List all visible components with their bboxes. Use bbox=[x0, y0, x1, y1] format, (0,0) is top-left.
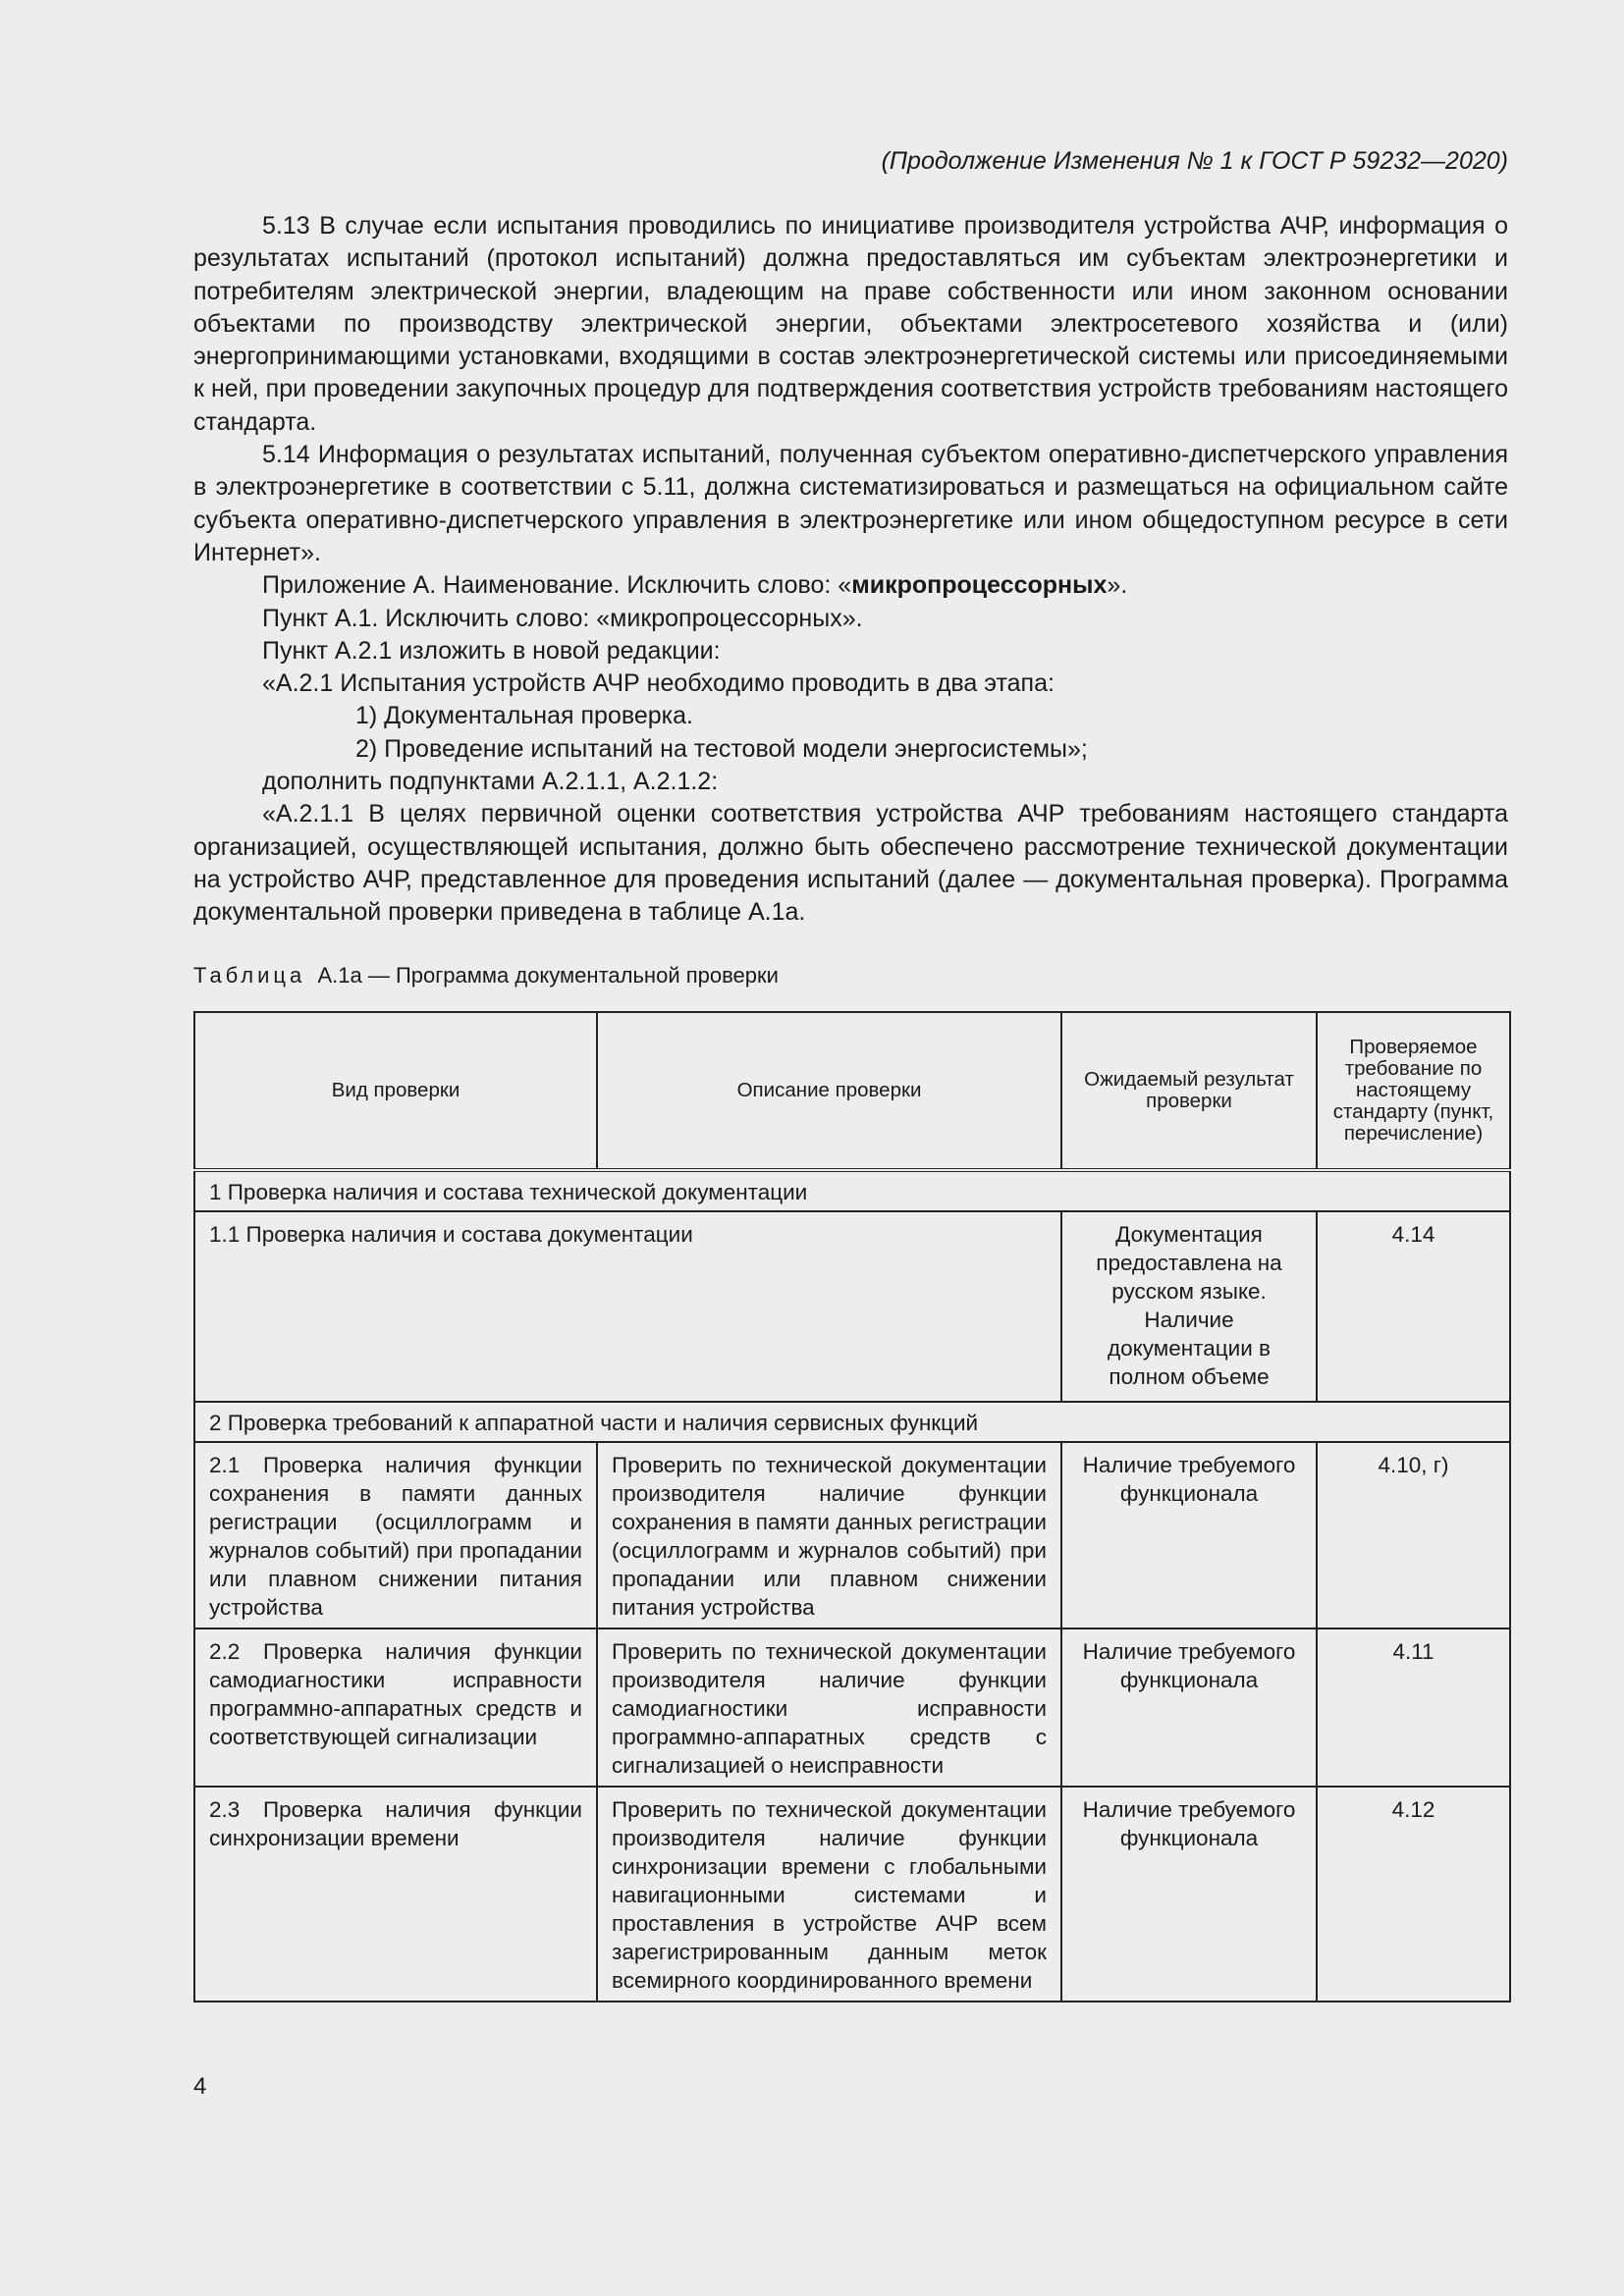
row-2-3-requirement: 4.12 bbox=[1317, 1787, 1510, 2002]
table-header-row bbox=[194, 1012, 1510, 1170]
appendix-a-text: Приложение А. Наименование. Исключить слово: « bbox=[262, 571, 852, 600]
paragraph-5-13: 5.13 В случае если испытания проводились по инициативе производителя устройства АЧР, информация о результатах испытаний (протокол испытаний) должна предоставляться им субъектам электроэнергетики и потребителям электрической энергии, владеющим на праве собственности или ином законном основании объектами по производству электрической энергии, объектами электросетевого хозяйства и (или) энергопринимающими установками, входящими в состав электроэнергетической системы или присоединяемыми к ней, при проведении закупочных процедур для подтверждения соответствия устройств требованиям настоящего стандарта. bbox=[193, 212, 1508, 436]
table-row-2-1 bbox=[194, 1442, 1510, 1629]
table-row-2-3 bbox=[194, 1787, 1510, 2002]
paragraph-add-subpoints: дополнить подпунктами А.2.1.1, А.2.1.2: bbox=[262, 768, 719, 796]
header-description: Описание проверки bbox=[597, 1012, 1061, 1170]
row-2-1-description: Проверить по технической документации производителя наличие функции сохранения в памяти данных регистрации (осциллограмм и журналов событий) при пропадании или плавном снижении питания устройства bbox=[597, 1442, 1061, 1629]
row-1-1-expected: Документация предоставлена на русском языке. Наличие документации в полном объеме bbox=[1061, 1211, 1317, 1402]
section-2-title: 2 Проверка требований к аппаратной части и наличия сервисных функций bbox=[194, 1402, 1510, 1442]
table-row-2-2 bbox=[194, 1629, 1510, 1787]
paragraph-a21: «А.2.1 Испытания устройств АЧР необходимо проводить в два этапа: bbox=[262, 669, 1055, 698]
paragraph-a211: «А.2.1.1 В целях первичной оценки соответствия устройства АЧР требованиям настоящего стандарта организацией, осуществляющей испытания, должно быть обеспечено рассмотрение технической документации на устройство АЧР, представленное для проведения испытаний (далее — документальная проверка). Программа документальной проверки приведена в таблице А.1а. bbox=[193, 800, 1508, 927]
section-1-title: 1 Проверка наличия и состава технической документации bbox=[194, 1170, 1510, 1211]
section-row-2 bbox=[194, 1402, 1510, 1442]
table-caption-title: А.1а — Программа документальной проверки bbox=[317, 963, 779, 988]
header-expected: Ожидаемый результат проверки bbox=[1061, 1012, 1317, 1170]
paragraph-5-14: 5.14 Информация о результатах испытаний, полученная субъектом оперативно-диспетчерского управления в электроэнергетике в соответствии с 5.11, должна систематизироваться и размещаться на официальном сайте субъекта оперативно-диспетчерского управления в электроэнергетике или ином общедоступном ресурсе в сети Интернет». bbox=[193, 441, 1508, 566]
table-row-1-1 bbox=[194, 1211, 1510, 1402]
row-2-1-requirement: 4.10, г) bbox=[1317, 1442, 1510, 1629]
appendix-a-text-end: ». bbox=[1107, 571, 1128, 600]
header-requirement: Проверяемое требование по настоящему стандарту (пункт, перечисление) bbox=[1317, 1012, 1510, 1170]
row-2-2-requirement: 4.11 bbox=[1317, 1629, 1510, 1787]
page-number: 4 bbox=[193, 2073, 207, 2100]
row-2-2-expected: Наличие требуемого функционала bbox=[1061, 1629, 1317, 1787]
row-2-2-description: Проверить по технической документации производителя наличие функции самодиагностики исправности программно-аппаратных средств с сигнализацией о неисправности bbox=[597, 1629, 1061, 1787]
row-2-3-kind: 2.3 Проверка наличия функции синхронизации времени bbox=[194, 1787, 597, 2002]
row-2-1-expected: Наличие требуемого функционала bbox=[1061, 1442, 1317, 1629]
row-1-1-kind: 1.1 Проверка наличия и состава документации bbox=[194, 1211, 1061, 1402]
paragraph-a1: Пункт А.1. Исключить слово: «микропроцессорных». bbox=[262, 604, 863, 632]
header-kind: Вид проверки bbox=[194, 1012, 597, 1170]
section-row-1 bbox=[194, 1170, 1510, 1211]
row-2-3-expected: Наличие требуемого функционала bbox=[1061, 1787, 1317, 2002]
paragraph-appendix-a bbox=[193, 569, 1508, 602]
table-caption bbox=[193, 963, 779, 988]
body-text bbox=[193, 210, 1508, 930]
row-2-1-kind: 2.1 Проверка наличия функции сохранения в памяти данных регистрации (осциллограмм и журналов событий) при пропадании или плавном снижении питания устройства bbox=[194, 1442, 597, 1629]
paragraph-a21-intro: Пункт А.2.1 изложить в новой редакции: bbox=[262, 636, 721, 665]
list-item-1: 1) Документальная проверка. bbox=[355, 702, 693, 730]
list-item-2: 2) Проведение испытаний на тестовой модели энергосистемы»; bbox=[355, 734, 1088, 763]
row-1-1-requirement: 4.14 bbox=[1317, 1211, 1510, 1402]
row-2-2-kind: 2.2 Проверка наличия функции самодиагностики исправности программно-аппаратных средств и соответствующей сигнализации bbox=[194, 1629, 597, 1787]
row-2-3-description: Проверить по технической документации производителя наличие функции синхронизации времени с глобальными навигационными системами и проставления в устройстве АЧР всем зарегистрированным данным меток всемирного координированного времени bbox=[597, 1787, 1061, 2002]
verification-table bbox=[193, 1011, 1511, 2002]
appendix-a-bold-word: микропроцессорных bbox=[851, 571, 1108, 600]
table-caption-word: Таблица bbox=[193, 963, 306, 988]
running-header: (Продолжение Изменения № 1 к ГОСТ Р 59232—2020) bbox=[881, 147, 1508, 175]
